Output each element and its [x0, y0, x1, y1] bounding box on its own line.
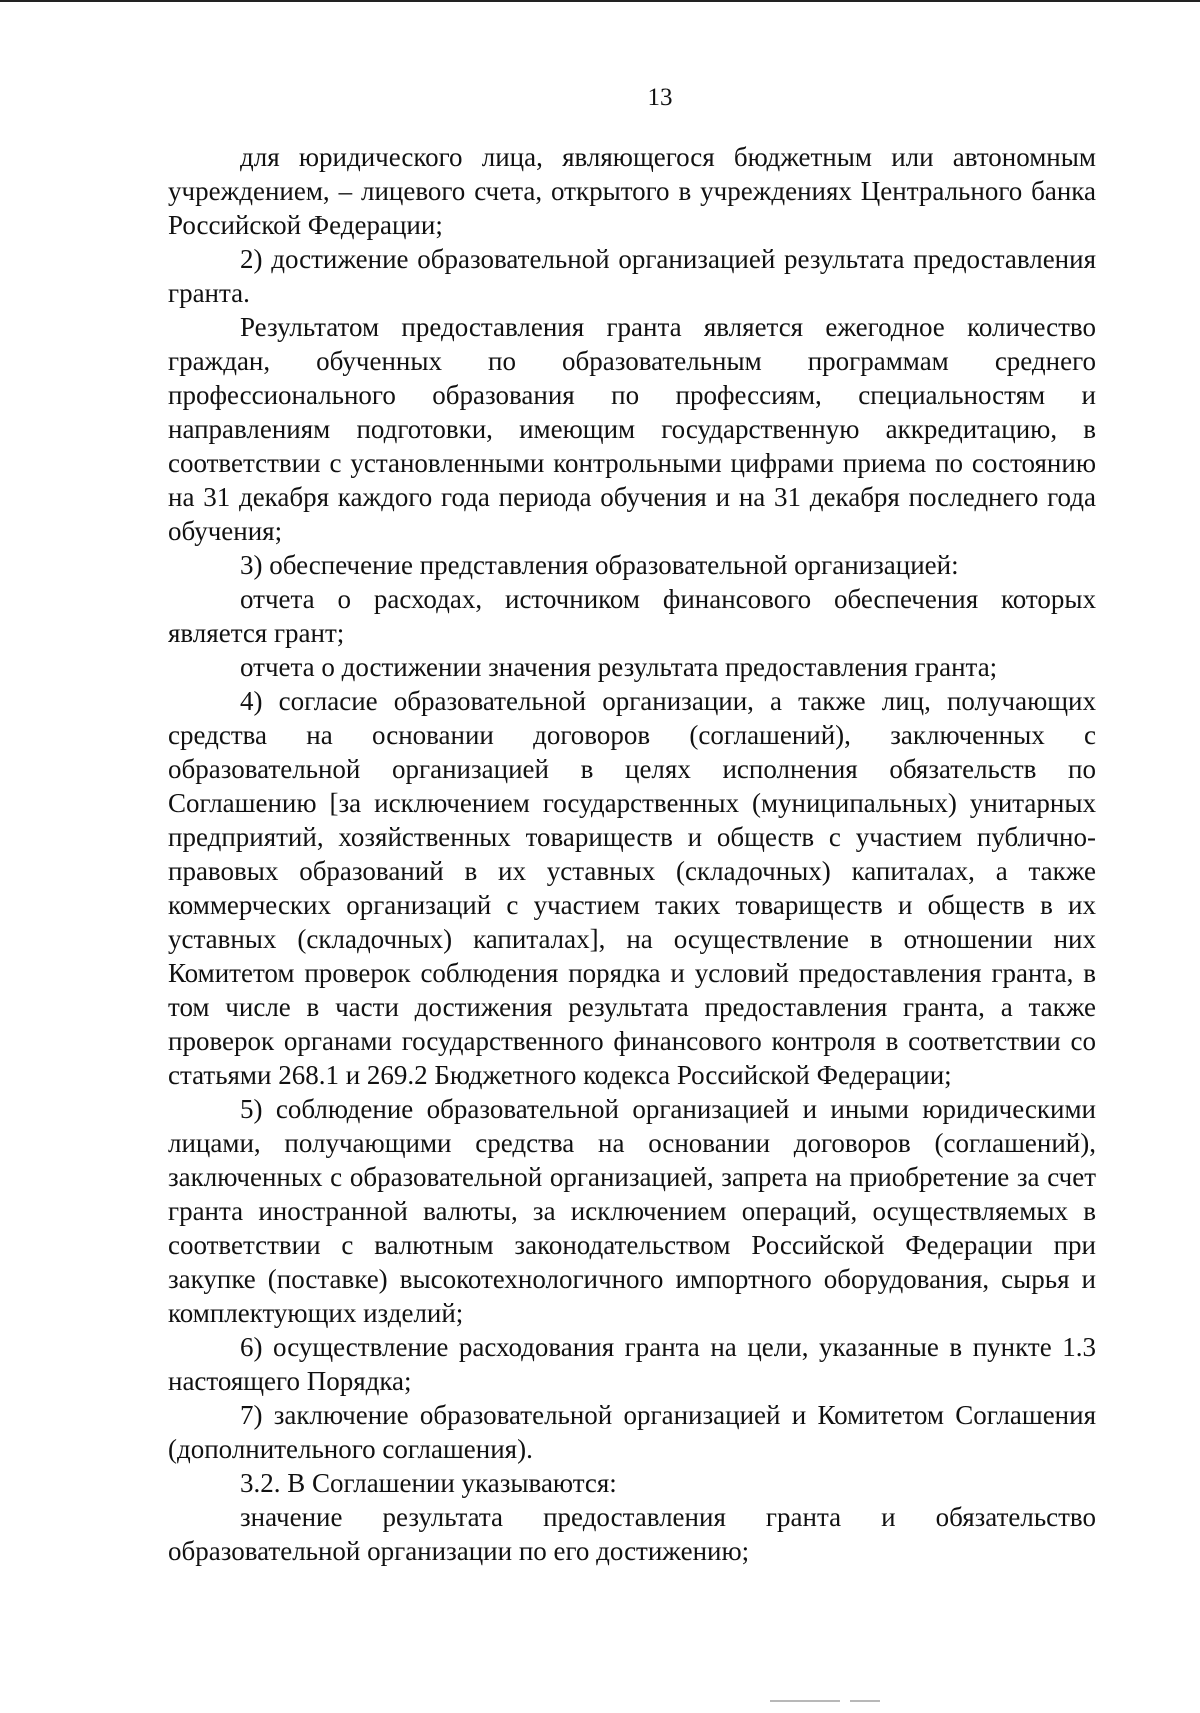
scan-top-edge	[0, 0, 1200, 2]
document-body	[168, 140, 1096, 1568]
scan-artifact	[850, 1700, 880, 1702]
paragraph-item-2: 2) достижение образовательной организацией результата предоставления гранта.	[168, 244, 1096, 308]
paragraph-bank-account: для юридического лица, являющегося бюджетным или автономным учреждением, – лицевого счета, открытого в учреждениях Центрального банка Российской Федерации;	[168, 142, 1096, 240]
paragraph-item-6: 6) осуществление расходования гранта на цели, указанные в пункте 1.3 настоящего Порядка;	[168, 1332, 1096, 1396]
paragraph-item-7: 7) заключение образовательной организацией и Комитетом Соглашения (дополнительного соглашения).	[168, 1400, 1096, 1464]
paragraph-grant-result: Результатом предоставления гранта является ежегодное количество граждан, обученных по образовательным программам среднего профессионального образования по профессиям, специальностям и направлениям подготовки, имеющим государственную аккредитацию, в соответствии с установленными контрольными цифрами приема по состоянию на 31 декабря каждого года периода обучения и на 31 декабря последнего года обучения;	[168, 312, 1096, 546]
scan-artifact	[770, 1700, 840, 1702]
paragraph-result-value: значение результата предоставления гранта и обязательство образовательной организации по его достижению;	[168, 1502, 1096, 1566]
paragraph-item-5: 5) соблюдение образовательной организацией и иными юридическими лицами, получающими средства на основании договоров (соглашений), заключенных с образовательной организацией, запрета на приобретение за счет гранта иностранной валюты, за исключением операций, осуществляемых в соответствии с валютным законодательством Российской Федерации при закупке (поставке) высокотехнологичного импортного оборудования, сырья и комплектующих изделий;	[168, 1094, 1096, 1328]
paragraph-item-4: 4) согласие образовательной организации, а также лиц, получающих средства на основании договоров (соглашений), заключенных с образовательной организацией в целях исполнения обязательств по Соглашению [за исключением государственных (муниципальных) унитарных предприятий, хозяйственных товариществ и обществ с участием публично-правовых образований в их уставных (складочных) капиталах, а также коммерческих организаций с участием таких товариществ и обществ в их уставных (складочных) капиталах], на осуществление в отношении них Комитетом проверок соблюдения порядка и условий предоставления гранта, в том числе в части достижения результата предоставления гранта, а также проверок органами государственного финансового контроля в соответствии со статьями 268.1 и 269.2 Бюджетного кодекса Российской Федерации;	[168, 686, 1096, 1090]
paragraph-section-3-2: 3.2. В Соглашении указываются:	[240, 1468, 617, 1498]
paragraph-expense-report: отчета о расходах, источником финансового обеспечения которых является грант;	[168, 584, 1096, 648]
paragraph-result-report: отчета о достижении значения результата предоставления гранта;	[240, 652, 998, 682]
paragraph-item-3: 3) обеспечение представления образовательной организацией:	[240, 550, 959, 580]
page-number: 13	[647, 84, 673, 111]
